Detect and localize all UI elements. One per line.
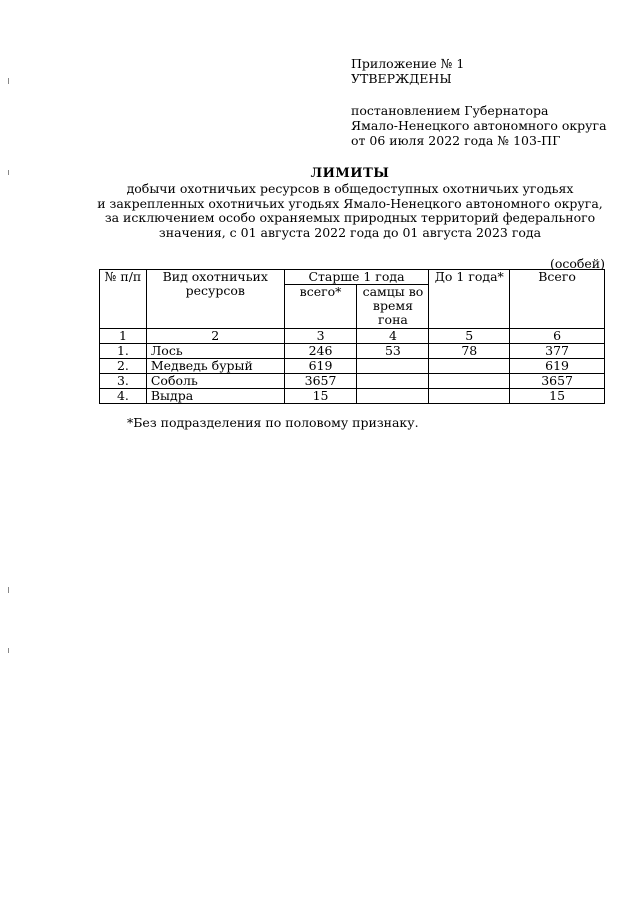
row-young bbox=[429, 374, 510, 389]
table-row bbox=[100, 344, 605, 359]
scan-mark bbox=[8, 648, 9, 653]
title-heading: ЛИМИТЫ bbox=[310, 166, 390, 181]
table-row bbox=[100, 374, 605, 389]
colnum: 4 bbox=[357, 329, 429, 344]
scan-mark bbox=[8, 78, 9, 84]
approval-stamp bbox=[351, 56, 607, 148]
header-num: № п/п bbox=[100, 270, 147, 329]
header-species: Вид охотничьих ресурсов bbox=[146, 270, 284, 329]
header-older: Старше 1 года bbox=[284, 270, 429, 285]
row-males bbox=[357, 359, 429, 374]
row-males: 53 bbox=[357, 344, 429, 359]
colnum: 6 bbox=[510, 329, 605, 344]
header-males: самцы во время гона bbox=[357, 285, 429, 329]
approved-label: УТВЕРЖДЕНЫ bbox=[351, 71, 452, 86]
row-total: 15 bbox=[510, 389, 605, 404]
units-label: (особей) bbox=[549, 256, 605, 271]
row-young bbox=[429, 389, 510, 404]
row-males bbox=[357, 389, 429, 404]
row-num: 1. bbox=[100, 344, 147, 359]
row-num: 4. bbox=[100, 389, 147, 404]
row-num: 2. bbox=[100, 359, 147, 374]
decree-line-3: от 06 июля 2022 года № 103-ПГ bbox=[351, 133, 561, 148]
title-line-4: значения, с 01 августа 2022 года до 01 августа 2023 года bbox=[158, 224, 542, 240]
row-total: 377 bbox=[510, 344, 605, 359]
header-total-sub: всего* bbox=[284, 285, 357, 329]
decree-line-1: постановлением Губернатора bbox=[351, 103, 549, 118]
table-row bbox=[100, 359, 605, 374]
row-total-old: 619 bbox=[284, 359, 357, 374]
document-title bbox=[60, 166, 640, 240]
limits-table bbox=[99, 269, 605, 404]
row-total-old: 15 bbox=[284, 389, 357, 404]
colnum: 5 bbox=[429, 329, 510, 344]
row-total: 619 bbox=[510, 359, 605, 374]
row-males bbox=[357, 374, 429, 389]
colnum: 1 bbox=[100, 329, 147, 344]
header-young: До 1 года* bbox=[429, 270, 510, 329]
row-species: Выдра bbox=[146, 389, 284, 404]
row-young: 78 bbox=[429, 344, 510, 359]
row-total-old: 3657 bbox=[284, 374, 357, 389]
table-row bbox=[100, 389, 605, 404]
column-numbers-row bbox=[100, 329, 605, 344]
row-species: Лось bbox=[146, 344, 284, 359]
title-line-2: и закрепленных охотничьих угодьях Ямало-Ненецкого автономного округа, bbox=[97, 195, 603, 211]
footnote: *Без подразделения по половому признаку. bbox=[127, 415, 419, 430]
row-total-old: 246 bbox=[284, 344, 357, 359]
scan-mark bbox=[8, 170, 9, 175]
title-line-1: добычи охотничьих ресурсов в общедоступных охотничьих угодьях bbox=[126, 181, 574, 196]
row-total: 3657 bbox=[510, 374, 605, 389]
colnum: 2 bbox=[146, 329, 284, 344]
appendix-label: Приложение № 1 bbox=[351, 56, 465, 71]
row-species: Соболь bbox=[146, 374, 284, 389]
header-row bbox=[100, 270, 605, 285]
row-num: 3. bbox=[100, 374, 147, 389]
scan-mark bbox=[8, 587, 9, 593]
title-line-3: за исключением особо охраняемых природных территорий федерального bbox=[104, 210, 596, 225]
row-species: Медведь бурый bbox=[146, 359, 284, 374]
colnum: 3 bbox=[284, 329, 357, 344]
header-total: Всего bbox=[510, 270, 605, 329]
row-young bbox=[429, 359, 510, 374]
decree-line-2: Ямало-Ненецкого автономного округа bbox=[351, 118, 607, 133]
